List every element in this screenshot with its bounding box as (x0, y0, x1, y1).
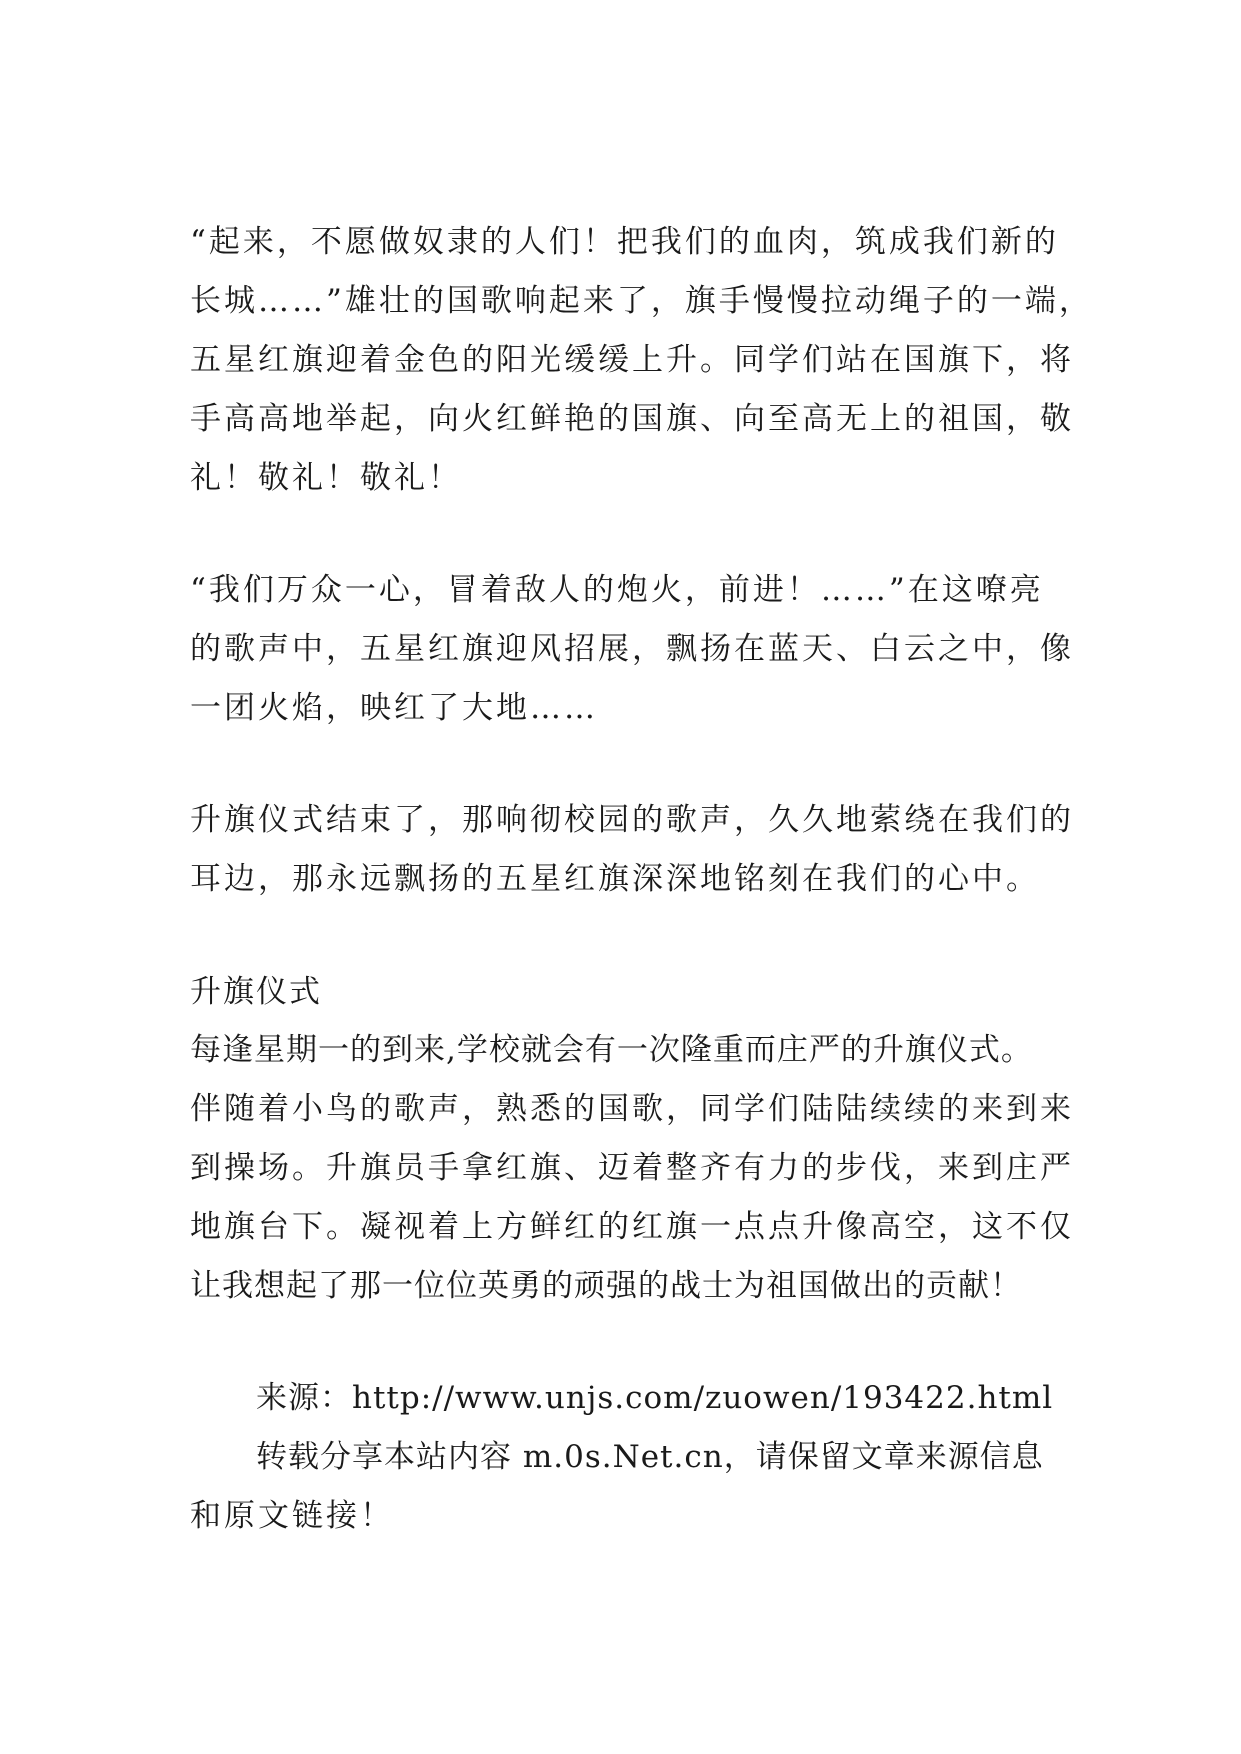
para1-line-4: 手高高地举起，向火红鲜艳的国旗、向至高无上的祖国，敬 (190, 401, 1074, 437)
para4-line-5: 让我想起了那一位位英勇的顽强的战士为祖国做出的贡献！ (190, 1268, 1022, 1304)
para3-line-2: 耳边，那永远飘扬的五星红旗深深地铭刻在我们的心中。 (190, 861, 1040, 897)
section-title: 升旗仪式 (190, 974, 322, 1010)
para4-line-1: 每逢星期一的到来,学校就会有一次隆重而庄严的升旗仪式。 (190, 1032, 1033, 1068)
notice-line-2: 和原文链接！ (190, 1498, 394, 1534)
para2-line-3: 一团火焰，映红了大地…… (190, 690, 598, 726)
para4-line-4: 地旗台下。凝视着上方鲜红的红旗一点点升像高空，这不仅 (190, 1209, 1074, 1245)
para3-line-1: 升旗仪式结束了，那响彻校园的歌声，久久地萦绕在我们的 (190, 802, 1074, 838)
para2-line-2: 的歌声中，五星红旗迎风招展，飘扬在蓝天、白云之中，像 (190, 631, 1074, 667)
para1-line-2: 长城……”雄壮的国歌响起来了，旗手慢慢拉动绳子的一端， (190, 283, 1093, 319)
notice-line-1: 转载分享本站内容 m.0s.Net.cn，请保留文章来源信息 (256, 1439, 1044, 1475)
para1-line-1: “起来，不愿做奴隶的人们！把我们的血肉，筑成我们新的 (190, 224, 1059, 260)
para2-line-1: “我们万众一心，冒着敌人的炮火，前进！……”在这嘹亮 (190, 572, 1044, 608)
para1-line-3: 五星红旗迎着金色的阳光缓缓上升。同学们站在国旗下，将 (190, 342, 1074, 378)
source-line: 来源：http://www.unjs.com/zuowen/193422.html (256, 1380, 1054, 1416)
para1-line-5: 礼！敬礼！敬礼！ (190, 460, 462, 496)
para4-line-3: 到操场。升旗员手拿红旗、迈着整齐有力的步伐，来到庄严 (190, 1150, 1074, 1186)
para4-line-2: 伴随着小鸟的歌声，熟悉的国歌，同学们陆陆续续的来到来 (190, 1091, 1074, 1127)
